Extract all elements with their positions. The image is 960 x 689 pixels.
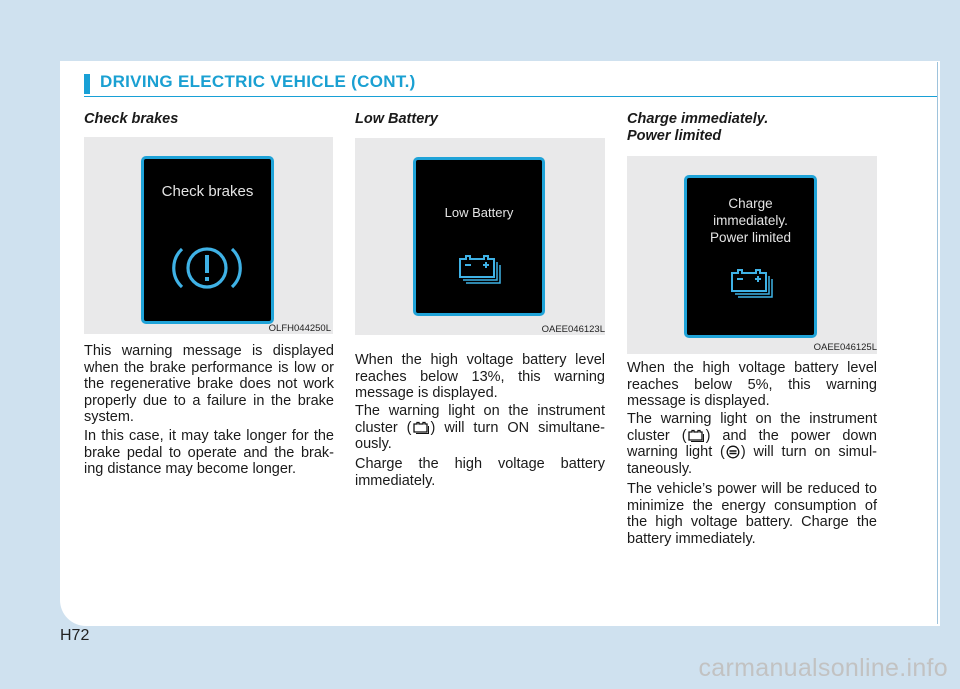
charge-immediately-paragraph-2-b: ) and the power down warning light ( [627, 427, 877, 460]
low-battery-figure [355, 138, 605, 335]
charge-immediately-paragraph-1: When the high voltage battery level reaches below 5%, this warning message is displayed. [627, 360, 877, 409]
check-brakes-figure-code: OLFH044250L [268, 323, 331, 334]
page-number: H72 [60, 627, 90, 644]
check-brakes-title: Check brakes [84, 111, 179, 127]
charge-immediately-title-line-1: Charge immediately. [627, 111, 769, 127]
watermark: carmanualsonline.info [698, 654, 948, 682]
charge-immediately-title [627, 111, 768, 145]
low-battery-paragraph-2-end: ) will turn ON simultane-ously. [355, 419, 605, 452]
power-down-inline-icon [726, 445, 740, 459]
charge-immediately-figure [627, 156, 877, 354]
charge-immediately-title-line-2: Power limited [627, 128, 722, 144]
charge-immediately-paragraph-3: The vehicle’s power will be reduced to minimize the energy consumption of the high voltage battery. Charge the battery immediately. [627, 481, 877, 547]
low-battery-paragraph-3: Charge the high voltage battery immediately. [355, 456, 605, 489]
check-brakes-cluster-screen [141, 156, 274, 324]
charge-immediately-cluster-screen [684, 175, 817, 338]
charge-immediately-screen-line-3: Power limited [709, 230, 792, 245]
page-margin-rule [937, 62, 938, 624]
battery-warning-inline-icon [413, 421, 430, 435]
low-battery-title: Low Battery [355, 111, 438, 127]
charge-immediately-paragraph-2-c: ) will turn on simul-taneously. [627, 444, 877, 477]
battery-icon [456, 250, 506, 284]
charge-immediately-paragraph-2-a: The warning light on the instrument cluster ( [627, 411, 877, 444]
check-brakes-paragraph-1: This warning message is displayed when the brake performance is low or the regenerative brake does not work properly due to a failure in the brake system. [84, 343, 334, 425]
battery-icon [728, 264, 778, 298]
low-battery-paragraph-1: When the high voltage battery level reaches below 13%, this warning message is displayed. [355, 352, 605, 401]
check-brakes-screen-text: Check brakes [161, 183, 254, 200]
low-battery-paragraph-2 [355, 403, 605, 453]
charge-immediately-figure-code: OAEE046125L [813, 342, 877, 353]
low-battery-cluster-screen [413, 157, 545, 316]
charge-immediately-screen-line-2: immediately. [713, 213, 788, 228]
section-header-rule [84, 96, 937, 97]
check-brakes-figure [84, 137, 333, 334]
charge-immediately-screen-line-1: Charge [728, 196, 773, 211]
low-battery-figure-code: OAEE046123L [541, 324, 605, 335]
charge-immediately-paragraph-2 [627, 411, 877, 477]
check-brakes-paragraph-2: In this case, it may take longer for the brake pedal to operate and the brak-ing distance may become longer. [84, 428, 334, 477]
section-header-bar [84, 74, 90, 94]
battery-warning-inline-icon [688, 429, 705, 443]
low-battery-paragraph-2-start: The warning light on the instrument cluster ( [355, 403, 605, 436]
brake-warning-icon [172, 241, 242, 295]
low-battery-screen-text: Low Battery [444, 205, 514, 220]
section-header: DRIVING ELECTRIC VEHICLE (CONT.) [100, 72, 416, 91]
